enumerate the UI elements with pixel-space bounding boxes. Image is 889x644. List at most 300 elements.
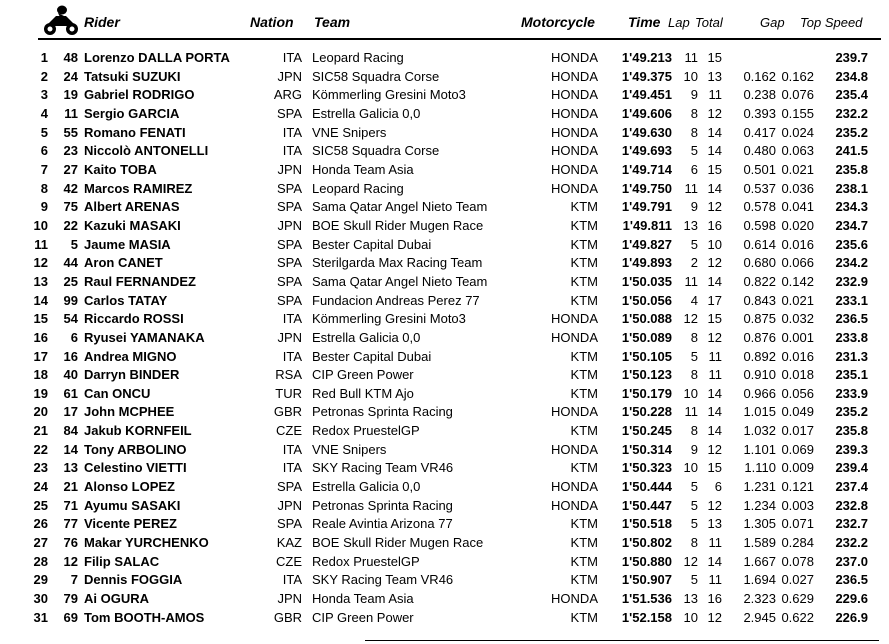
cell-top-speed: 233.9	[835, 385, 868, 401]
cell-top-speed: 232.2	[835, 535, 868, 551]
cell-rider-number: 13	[63, 460, 78, 476]
cell-lap-time: 1'50.056	[621, 292, 672, 308]
cell-nation: ITA	[282, 348, 302, 364]
cell-team-name: Petronas Sprinta Racing	[312, 404, 453, 420]
cell-motorcycle: HONDA	[551, 105, 598, 121]
cell-rider-name: Carlos TATAY	[84, 292, 168, 308]
table-row	[0, 216, 889, 235]
table-row	[0, 48, 889, 67]
cell-motorcycle: KTM	[570, 367, 598, 383]
cell-motorcycle: HONDA	[551, 87, 598, 103]
cell-gap-to-first: 0.843	[743, 292, 776, 308]
cell-team-name: Sama Qatar Angel Nieto Team	[312, 273, 488, 289]
cell-gap-to-first: 0.162	[743, 68, 776, 84]
cell-top-speed: 236.5	[835, 572, 868, 588]
cell-lap-time: 1'50.088	[621, 311, 672, 327]
table-row	[0, 533, 889, 552]
cell-gap-to-previous: 0.016	[781, 348, 814, 364]
cell-total-laps: 14	[707, 180, 722, 196]
cell-gap-to-previous: 0.009	[781, 460, 814, 476]
cell-gap-to-previous: 0.001	[781, 329, 814, 345]
cell-nation: JPN	[277, 68, 302, 84]
cell-total-laps: 11	[708, 367, 722, 383]
cell-total-laps: 12	[707, 609, 722, 625]
cell-rider-number: 48	[63, 50, 78, 65]
cell-position: 30	[33, 591, 48, 607]
cell-rider-name: Andrea MIGNO	[84, 348, 177, 364]
cell-motorcycle: KTM	[570, 255, 598, 271]
cell-lap-time: 1'49.213	[621, 50, 672, 65]
cell-total-laps: 15	[707, 50, 722, 65]
header-team: Team	[314, 14, 351, 30]
cell-gap-to-previous: 0.284	[781, 535, 814, 551]
cell-team-name: BOE Skull Rider Mugen Race	[312, 535, 484, 551]
cell-lap-number: 10	[683, 68, 698, 84]
header-gap: Gap	[760, 15, 785, 30]
cell-total-laps: 11	[708, 87, 722, 103]
cell-motorcycle: KTM	[570, 385, 598, 401]
cell-motorcycle: HONDA	[551, 497, 598, 513]
cell-team-name: Leopard Racing	[312, 180, 404, 196]
cell-rider-number: 69	[63, 609, 78, 625]
cell-position: 31	[33, 609, 48, 625]
cell-gap-to-first: 0.238	[743, 87, 776, 103]
cell-nation: ITA	[282, 143, 302, 159]
cell-lap-time: 1'49.693	[621, 143, 672, 159]
cell-total-laps: 14	[707, 385, 722, 401]
table-row	[0, 421, 889, 440]
cell-position: 7	[40, 161, 48, 177]
cell-gap-to-previous: 0.076	[781, 87, 814, 103]
cell-nation: CZE	[276, 553, 302, 569]
cell-top-speed: 229.6	[835, 591, 868, 607]
cell-gap-to-first: 0.614	[743, 236, 776, 252]
cell-motorcycle: HONDA	[551, 329, 598, 345]
cell-motorcycle: KTM	[570, 348, 598, 364]
cell-nation: SPA	[276, 236, 302, 252]
cell-lap-time: 1'49.630	[621, 124, 672, 140]
cell-rider-number: 23	[63, 143, 78, 159]
cell-gap-to-first: 0.680	[743, 255, 776, 271]
table-row	[0, 458, 889, 477]
cell-rider-number: 42	[63, 180, 78, 196]
table-row	[0, 253, 889, 272]
cell-rider-number: 40	[63, 367, 78, 383]
cell-gap-to-previous: 0.078	[781, 553, 814, 569]
cell-motorcycle: HONDA	[551, 441, 598, 457]
cell-rider-name: Marcos RAMIREZ	[84, 180, 193, 196]
cell-rider-number: 24	[63, 68, 78, 84]
table-row	[0, 104, 889, 123]
header-total: Total	[695, 15, 723, 30]
cell-lap-number: 10	[683, 609, 698, 625]
cell-rider-number: 12	[63, 553, 78, 569]
table-row	[0, 552, 889, 571]
cell-position: 22	[33, 441, 48, 457]
cell-lap-number: 9	[690, 441, 698, 457]
table-row	[0, 440, 889, 459]
cell-rider-number: 54	[63, 311, 78, 327]
table-row	[0, 608, 889, 627]
cell-lap-number: 5	[690, 236, 698, 252]
cell-motorcycle: KTM	[570, 535, 598, 551]
cell-lap-number: 5	[690, 497, 698, 513]
cell-rider-name: Jakub KORNFEIL	[84, 423, 192, 439]
cell-total-laps: 14	[707, 423, 722, 439]
cell-gap-to-first: 1.101	[743, 441, 776, 457]
cell-nation: ARG	[273, 87, 302, 103]
cell-motorcycle: KTM	[570, 273, 598, 289]
cell-lap-time: 1'50.880	[621, 553, 672, 569]
table-row	[0, 365, 889, 384]
cell-position: 21	[33, 423, 48, 439]
cell-motorcycle: KTM	[570, 460, 598, 476]
cell-rider-name: Vicente PEREZ	[84, 516, 177, 532]
cell-rider-number: 25	[63, 273, 78, 289]
cell-rider-number: 14	[63, 441, 78, 457]
cell-gap-to-first: 0.501	[743, 161, 776, 177]
cell-position: 29	[33, 572, 48, 588]
cell-team-name: Estrella Galicia 0,0	[312, 329, 421, 345]
cell-top-speed: 239.7	[835, 50, 868, 65]
cell-nation: SPA	[276, 273, 302, 289]
table-row	[0, 402, 889, 421]
cell-team-name: Petronas Sprinta Racing	[312, 497, 453, 513]
cell-position: 16	[33, 329, 48, 345]
cell-nation: ITA	[282, 441, 302, 457]
cell-nation: ITA	[282, 460, 302, 476]
cell-lap-number: 8	[690, 423, 698, 439]
table-row	[0, 347, 889, 366]
cell-nation: SPA	[276, 292, 302, 308]
cell-motorcycle: KTM	[570, 199, 598, 215]
cell-gap-to-previous: 0.036	[781, 180, 814, 196]
cell-rider-name: Riccardo ROSSI	[84, 311, 184, 327]
cell-team-name: Kömmerling Gresini Moto3	[312, 311, 466, 327]
cell-top-speed: 233.1	[835, 292, 868, 308]
cell-motorcycle: KTM	[570, 217, 598, 233]
cell-gap-to-first: 0.966	[743, 385, 776, 401]
cell-team-name: Kömmerling Gresini Moto3	[312, 87, 466, 103]
cell-top-speed: 235.6	[835, 236, 868, 252]
cell-rider-name: Ryusei YAMANAKA	[84, 329, 205, 345]
cell-total-laps: 12	[707, 497, 722, 513]
cell-motorcycle: HONDA	[551, 311, 598, 327]
table-row	[0, 160, 889, 179]
cell-lap-number: 12	[683, 311, 698, 327]
cell-top-speed: 238.1	[835, 180, 868, 196]
cell-position: 5	[40, 124, 48, 140]
cell-position: 19	[33, 385, 48, 401]
cell-rider-name: Niccolò ANTONELLI	[84, 143, 209, 159]
cell-nation: GBR	[273, 404, 302, 420]
results-table	[0, 48, 889, 626]
cell-gap-to-previous: 0.142	[781, 273, 814, 289]
cell-total-laps: 14	[707, 553, 722, 569]
cell-total-laps: 16	[707, 217, 722, 233]
cell-team-name: Redox PruestelGP	[312, 423, 420, 439]
cell-motorcycle: KTM	[570, 423, 598, 439]
cell-rider-name: Gabriel RODRIGO	[84, 87, 195, 103]
cell-rider-number: 22	[63, 217, 78, 233]
cell-top-speed: 235.4	[835, 87, 868, 103]
cell-lap-number: 9	[690, 87, 698, 103]
table-row	[0, 235, 889, 254]
cell-gap-to-previous: 0.021	[781, 161, 814, 177]
cell-total-laps: 15	[707, 311, 722, 327]
cell-motorcycle: HONDA	[551, 404, 598, 420]
cell-lap-number: 2	[690, 255, 698, 271]
cell-lap-number: 5	[690, 572, 698, 588]
cell-team-name: SKY Racing Team VR46	[312, 460, 454, 476]
cell-rider-name: Aron CANET	[84, 255, 163, 271]
cell-lap-time: 1'50.179	[621, 385, 672, 401]
header-time: Time	[628, 14, 661, 30]
cell-motorcycle: HONDA	[551, 180, 598, 196]
cell-lap-time: 1'50.518	[621, 516, 672, 532]
cell-lap-number: 8	[690, 105, 698, 121]
cell-lap-time: 1'51.536	[621, 591, 672, 607]
cell-total-laps: 10	[707, 236, 722, 252]
cell-rider-number: 6	[70, 329, 78, 345]
cell-team-name: Honda Team Asia	[312, 591, 414, 607]
cell-top-speed: 232.7	[835, 516, 868, 532]
cell-team-name: BOE Skull Rider Mugen Race	[312, 217, 484, 233]
cell-rider-number: 55	[63, 124, 78, 140]
cell-team-name: Estrella Galicia 0,0	[312, 105, 421, 121]
cell-top-speed: 235.2	[835, 404, 868, 420]
cell-lap-number: 11	[684, 180, 698, 196]
cell-gap-to-previous: 0.027	[781, 572, 814, 588]
cell-top-speed: 226.9	[835, 609, 868, 625]
cell-nation: JPN	[277, 497, 302, 513]
cell-team-name: VNE Snipers	[312, 124, 387, 140]
cell-top-speed: 232.8	[835, 497, 868, 513]
table-row	[0, 309, 889, 328]
cell-gap-to-previous: 0.063	[781, 143, 814, 159]
cell-position: 1	[40, 50, 48, 65]
cell-gap-to-first: 1.694	[743, 572, 776, 588]
cell-motorcycle: HONDA	[551, 591, 598, 607]
cell-gap-to-previous: 0.024	[781, 124, 814, 140]
cell-team-name: CIP Green Power	[312, 609, 414, 625]
cell-rider-name: Tom BOOTH-AMOS	[84, 609, 205, 625]
cell-rider-number: 71	[63, 497, 78, 513]
cell-top-speed: 237.0	[835, 553, 868, 569]
cell-rider-name: Tony ARBOLINO	[84, 441, 187, 457]
cell-lap-time: 1'49.791	[621, 199, 672, 215]
cell-rider-number: 5	[70, 236, 78, 252]
cell-top-speed: 237.4	[835, 479, 868, 495]
cell-gap-to-previous: 0.069	[781, 441, 814, 457]
table-header	[0, 0, 889, 40]
cell-position: 4	[40, 105, 48, 121]
cell-top-speed: 233.8	[835, 329, 868, 345]
cell-nation: TUR	[275, 385, 302, 401]
cell-gap-to-first: 0.822	[743, 273, 776, 289]
cell-gap-to-previous: 0.018	[781, 367, 814, 383]
cell-gap-to-previous: 0.056	[781, 385, 814, 401]
cell-gap-to-first: 0.892	[743, 348, 776, 364]
cell-team-name: Red Bull KTM Ajo	[312, 385, 414, 401]
cell-rider-name: Romano FENATI	[84, 124, 186, 140]
cell-lap-number: 10	[683, 385, 698, 401]
cell-rider-name: Tatsuki SUZUKI	[84, 68, 181, 84]
cell-total-laps: 15	[707, 460, 722, 476]
cell-position: 14	[33, 292, 48, 308]
cell-team-name: Estrella Galicia 0,0	[312, 479, 421, 495]
cell-nation: ITA	[282, 50, 302, 65]
cell-rider-name: Kazuki MASAKI	[84, 217, 181, 233]
header-top-speed: Top Speed	[800, 15, 863, 30]
cell-nation: SPA	[276, 180, 302, 196]
cell-team-name: SIC58 Squadra Corse	[312, 68, 440, 84]
cell-motorcycle: KTM	[570, 609, 598, 625]
cell-rider-name: Jaume MASIA	[84, 236, 171, 252]
cell-lap-time: 1'50.035	[621, 273, 672, 289]
cell-lap-time: 1'49.827	[621, 236, 672, 252]
table-row	[0, 141, 889, 160]
cell-position: 26	[33, 516, 48, 532]
cell-rider-name: Ai OGURA	[84, 591, 149, 607]
cell-total-laps: 12	[707, 105, 722, 121]
cell-lap-time: 1'49.714	[621, 161, 672, 177]
cell-gap-to-first: 0.598	[743, 217, 776, 233]
cell-lap-number: 13	[683, 217, 698, 233]
table-row	[0, 67, 889, 86]
cell-top-speed: 232.2	[835, 105, 868, 121]
cell-gap-to-first: 1.015	[743, 404, 776, 420]
header-divider	[38, 38, 881, 40]
cell-top-speed: 235.8	[835, 423, 868, 439]
header-lap: Lap	[668, 15, 690, 30]
cell-rider-name: Lorenzo DALLA PORTA	[84, 50, 230, 65]
cell-rider-number: 11	[64, 105, 78, 121]
cell-lap-time: 1'50.105	[621, 348, 672, 364]
cell-position: 13	[33, 273, 48, 289]
cell-motorcycle: HONDA	[551, 68, 598, 84]
cell-position: 17	[33, 348, 48, 364]
cell-lap-number: 5	[690, 143, 698, 159]
cell-total-laps: 16	[707, 591, 722, 607]
cell-gap-to-previous: 0.032	[781, 311, 814, 327]
cell-motorcycle: HONDA	[551, 143, 598, 159]
cell-team-name: SIC58 Squadra Corse	[312, 143, 440, 159]
cell-gap-to-first: 1.234	[743, 497, 776, 513]
cell-rider-name: John MCPHEE	[84, 404, 175, 420]
cell-lap-number: 8	[690, 329, 698, 345]
cell-rider-number: 19	[63, 87, 78, 103]
cell-top-speed: 235.1	[835, 367, 868, 383]
cell-gap-to-first: 1.589	[743, 535, 776, 551]
cell-motorcycle: KTM	[570, 516, 598, 532]
cell-total-laps: 11	[708, 535, 722, 551]
cell-nation: RSA	[275, 367, 302, 383]
cell-lap-number: 8	[690, 535, 698, 551]
cell-rider-number: 79	[63, 591, 78, 607]
cell-position: 27	[33, 535, 48, 551]
table-row	[0, 272, 889, 291]
cell-gap-to-previous: 0.003	[781, 497, 814, 513]
table-row	[0, 197, 889, 216]
cell-top-speed: 236.5	[835, 311, 868, 327]
cell-position: 11	[34, 236, 48, 252]
table-row	[0, 179, 889, 198]
cell-nation: JPN	[277, 161, 302, 177]
cell-total-laps: 12	[707, 441, 722, 457]
cell-top-speed: 239.4	[835, 460, 868, 476]
cell-gap-to-previous: 0.071	[781, 516, 814, 532]
cell-position: 18	[33, 367, 48, 383]
cell-top-speed: 231.3	[835, 348, 868, 364]
cell-lap-time: 1'52.158	[621, 609, 672, 625]
cell-team-name: CIP Green Power	[312, 367, 414, 383]
cell-top-speed: 241.5	[835, 143, 868, 159]
cell-total-laps: 12	[707, 329, 722, 345]
cell-nation: SPA	[276, 479, 302, 495]
cell-total-laps: 14	[707, 124, 722, 140]
cell-gap-to-first: 1.667	[743, 553, 776, 569]
cell-top-speed: 234.7	[835, 217, 868, 233]
cell-team-name: Sterilgarda Max Racing Team	[312, 255, 483, 271]
cell-gap-to-first: 2.945	[743, 609, 776, 625]
cell-lap-number: 11	[684, 273, 698, 289]
cell-team-name: SKY Racing Team VR46	[312, 572, 454, 588]
cell-lap-number: 13	[683, 591, 698, 607]
footer-divider	[365, 640, 879, 641]
cell-gap-to-first: 0.910	[743, 367, 776, 383]
cell-total-laps: 11	[708, 572, 722, 588]
cell-lap-time: 1'50.123	[621, 367, 672, 383]
cell-lap-time: 1'49.375	[621, 68, 672, 84]
cell-team-name: Redox PruestelGP	[312, 553, 420, 569]
cell-gap-to-previous: 0.155	[781, 105, 814, 121]
cell-rider-name: Celestino VIETTI	[84, 460, 187, 476]
cell-team-name: Bester Capital Dubai	[312, 348, 432, 364]
cell-gap-to-previous: 0.629	[781, 591, 814, 607]
cell-position: 10	[33, 217, 48, 233]
cell-gap-to-first: 0.578	[743, 199, 776, 215]
cell-position: 3	[40, 87, 48, 103]
cell-rider-name: Darryn BINDER	[84, 367, 180, 383]
cell-rider-name: Kaito TOBA	[84, 161, 157, 177]
header-rider: Rider	[84, 14, 120, 30]
cell-rider-number: 16	[63, 348, 78, 364]
cell-gap-to-previous: 0.017	[781, 423, 814, 439]
table-row	[0, 85, 889, 104]
table-row	[0, 589, 889, 608]
cell-lap-time: 1'50.228	[621, 404, 672, 420]
cell-gap-to-first: 1.110	[744, 460, 776, 476]
cell-total-laps: 14	[707, 273, 722, 289]
table-row	[0, 291, 889, 310]
cell-lap-time: 1'50.314	[621, 441, 672, 457]
cell-nation: JPN	[277, 591, 302, 607]
cell-position: 2	[40, 68, 48, 84]
cell-nation: KAZ	[276, 535, 302, 551]
cell-team-name: VNE Snipers	[312, 441, 387, 457]
cell-top-speed: 235.2	[835, 124, 868, 140]
cell-rider-name: Dennis FOGGIA	[84, 572, 183, 588]
cell-lap-number: 11	[684, 404, 698, 420]
table-row	[0, 123, 889, 142]
cell-lap-number: 11	[684, 50, 698, 65]
cell-lap-time: 1'49.606	[621, 105, 672, 121]
cell-position: 23	[33, 460, 48, 476]
cell-nation: SPA	[276, 516, 302, 532]
cell-gap-to-previous: 0.020	[781, 217, 814, 233]
cell-rider-name: Albert ARENAS	[84, 199, 180, 215]
